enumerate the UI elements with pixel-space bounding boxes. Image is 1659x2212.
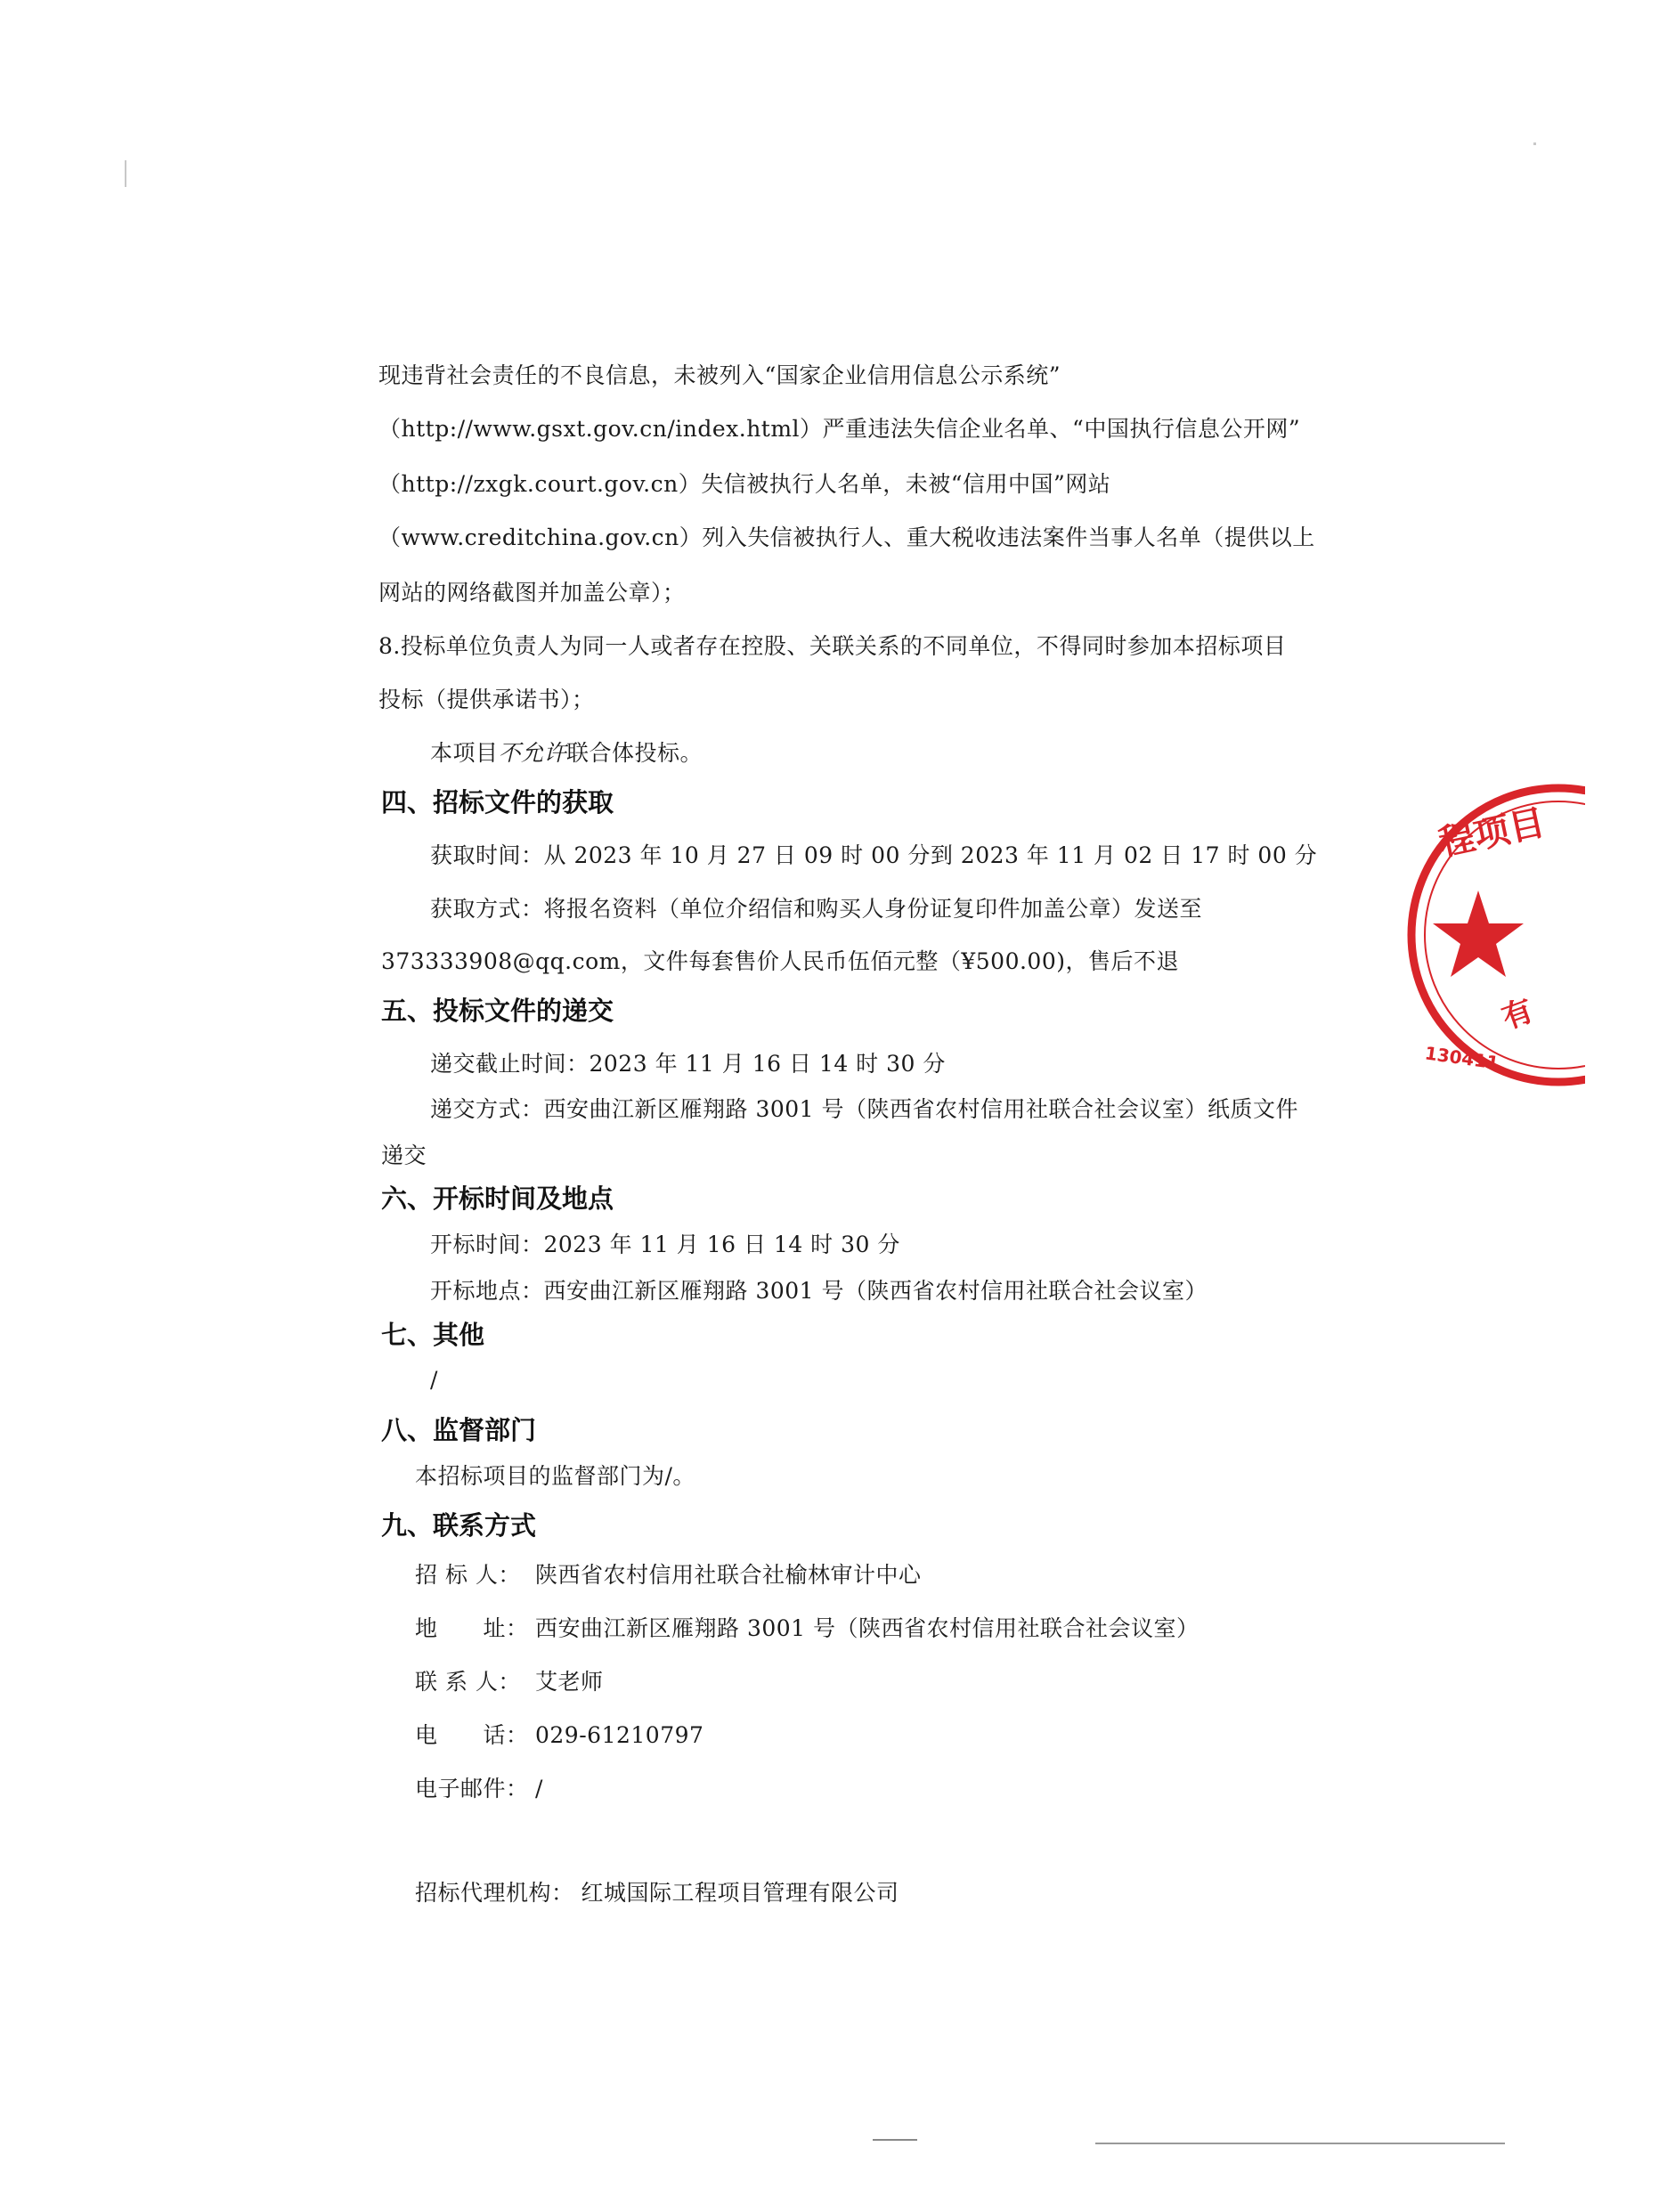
submission-deadline: 递交截止时间：2023 年 11 月 16 日 14 时 30 分 — [430, 1051, 946, 1077]
other-content: / — [430, 1367, 438, 1393]
contact-row-phone — [415, 1720, 703, 1751]
body-line: 8.投标单位负责人为同一人或者存在控股、关联关系的不同单位，不得同时参加本招标项目 — [378, 633, 1287, 659]
contact-value: / — [535, 1776, 543, 1801]
body-text: 本项目 — [430, 740, 499, 766]
scan-artifact-line — [873, 2139, 917, 2141]
acquisition-method: 获取方式：将报名资料（单位介绍信和购买人身份证复印件加盖公章）发送至 — [430, 896, 1203, 922]
seal-top-text: 程项目 — [1435, 801, 1549, 865]
agency-row — [415, 1878, 899, 1908]
contact-label: 电 话： — [415, 1722, 529, 1748]
agency-label: 招标代理机构： — [415, 1880, 574, 1906]
seal-number-text: 130411 — [1423, 1042, 1500, 1074]
body-line — [430, 738, 703, 769]
contact-value: 西安曲江新区雁翔路 3001 号（陕西省农村信用社联合社会议室） — [535, 1615, 1200, 1641]
contact-row-address — [415, 1614, 1200, 1644]
body-line: 投标（提供承诺书）； — [378, 687, 595, 712]
contact-row-email — [415, 1774, 543, 1804]
contact-label: 招 标 人： — [415, 1562, 521, 1588]
contact-label: 电子邮件： — [415, 1776, 529, 1801]
acquisition-time: 获取时间：从 2023 年 10 月 27 日 09 时 00 分到 2023 年 11 月 02 日 17 时 00 分 — [430, 842, 1318, 868]
section-heading-7: 七、其他 — [381, 1320, 485, 1350]
body-text: 联合体投标。 — [566, 740, 703, 766]
section-heading-6: 六、开标时间及地点 — [381, 1183, 614, 1214]
section-heading-8: 八、监督部门 — [381, 1415, 537, 1445]
section-heading-4: 四、招标文件的获取 — [381, 787, 614, 817]
submission-method: 递交方式：西安曲江新区雁翔路 3001 号（陕西省农村信用社联合社会议室）纸质文件 — [430, 1096, 1299, 1122]
contact-label: 地 址： — [415, 1615, 529, 1641]
contact-value: 陕西省农村信用社联合社榆林审计中心 — [535, 1562, 922, 1588]
body-line: 现违背社会责任的不良信息，未被列入“国家企业信用信息公示系统” — [378, 362, 1061, 388]
acquisition-method-cont: 373333908@qq.com，文件每套售价人民币伍佰元整（¥500.00)，售后不退 — [381, 948, 1180, 974]
section-heading-9: 九、联系方式 — [381, 1510, 537, 1541]
emphasis-text: 不允许 — [498, 740, 567, 766]
contact-value: 029-61210797 — [535, 1722, 704, 1748]
section-heading-5: 五、投标文件的递交 — [381, 996, 614, 1026]
scan-speck — [125, 160, 126, 187]
opening-time: 开标时间：2023 年 11 月 16 日 14 时 30 分 — [430, 1232, 900, 1257]
contact-row-person — [415, 1667, 604, 1697]
scan-artifact-line — [1095, 2143, 1505, 2144]
body-line: （www.creditchina.gov.cn）列入失信被执行人、重大税收违法案件当事人名单（提供以上 — [378, 525, 1315, 550]
submission-method-cont: 递交 — [381, 1143, 427, 1168]
supervision-content: 本招标项目的监督部门为/。 — [415, 1463, 695, 1489]
company-seal-icon — [1389, 784, 1585, 1086]
body-line: （http://zxgk.court.gov.cn）失信被执行人名单，未被“信用中国”网站 — [378, 471, 1111, 497]
opening-place: 开标地点：西安曲江新区雁翔路 3001 号（陕西省农村信用社联合社会议室） — [430, 1278, 1208, 1304]
seal-star-icon — [1433, 890, 1524, 977]
agency-value: 红城国际工程项目管理有限公司 — [581, 1880, 899, 1906]
body-line: （http://www.gsxt.gov.cn/index.html）严重违法失信企业名单、“中国执行信息公开网” — [378, 416, 1301, 442]
seal-bottom-text: 有 — [1497, 992, 1539, 1037]
body-line: 网站的网络截图并加盖公章）； — [378, 580, 686, 606]
contact-row-tenderer — [415, 1560, 922, 1590]
scan-speck — [1533, 142, 1536, 145]
contact-value: 艾老师 — [535, 1669, 604, 1695]
contact-label: 联 系 人： — [415, 1669, 521, 1695]
